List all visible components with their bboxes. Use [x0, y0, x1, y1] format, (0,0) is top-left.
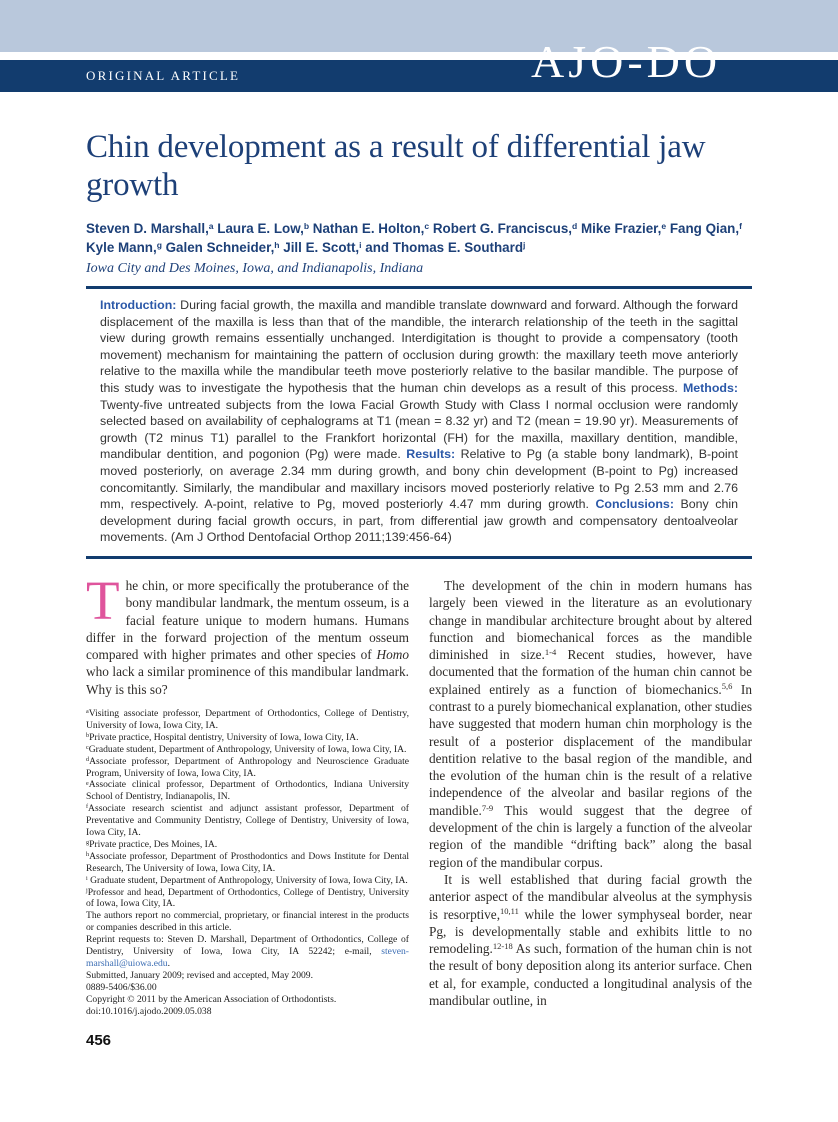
intro-paragraph-text: he chin, or more specifically the protuberance of the bony mandibular landmark, the mentum osseum, is a facial feature unique to modern humans. Humans differ in the forward projection of the mentum osseum compared with higher primates and other species of Homo who lack a similar prominence of this mandibular landmark. Why is this so?: [86, 577, 409, 697]
footnote-j: $^j$Professor and head, Department of Orthodontics, College of Dentistry, University of Iowa, Iowa City, IA.: [86, 886, 409, 910]
left-column: [86, 569, 409, 1049]
dropcap-letter: T: [86, 569, 120, 631]
footnote-price-code: 0889-5406/$36.00: [86, 981, 157, 993]
journal-logo: AJO-DO: [531, 36, 722, 87]
footnote-i: $^i$ Graduate student, Department of Anthropology, University of Iowa, Iowa City, IA.: [86, 874, 408, 886]
footnote-h: $^h$Associate professor, Department of Prosthodontics and Dows Institute for Dental Research, The University of Iowa, Iowa City, IA.: [86, 850, 409, 874]
email-link[interactable]: steven-marshall@uiowa.edu: [86, 946, 409, 970]
body-paragraph-1: The development of the chin in modern humans has largely been viewed in the literature as an evolutionary change in mandibular architecture brought about by altered function and biomechanical forces as the mandible diminished in size.$^{1-4}$ Recent studies, however, have documented that the formation of the human chin cannot be explained entirely as a function of biomechanics.$^{5,6}$ In contrast to a purely biomechanical explanation, other studies have suggested that modern human chin morphology is the result of a posterior displacement of the mandibular dentition relative to the basal region of the mandible, and the evolution of the human chin is the result of a relative independence of the alveolar and basilar regions of the mandible.$^{7-9}$ This would suggest that the degree of development of the chin is largely a function of the alveolar region of the mandible “drifting back” along the basal region of the mandibular corpus.: [429, 577, 753, 870]
article-type-label: ORIGINAL ARTICLE: [86, 68, 241, 83]
two-column-body: [86, 569, 753, 1049]
author-line-1: Steven D. Marshall,$^a$ Laura E. Low,$^b$ Nathan E. Holton,$^c$ Robert G. Franciscus,$^d$ Mike Frazier,$^e$ Fang Qian,$^f$: [86, 221, 742, 236]
footnotes-block: [86, 708, 409, 1018]
footnote-submitted: Submitted, January 2009; revised and accepted, May 2009.: [86, 969, 313, 981]
footnote-f: $^f$Associate research scientist and adjunct assistant professor, Department of Preventative and Community Dentistry, College of Dentistry, University of Iowa, Iowa City, IA.: [86, 803, 409, 839]
footnote-disclosure: The authors report no commercial, proprietary, or financial interest in the products or companies described in this article.: [86, 910, 409, 934]
footnote-reprint-requests: Reprint requests to: Steven D. Marshall, Department of Orthodontics, College of Dentistry, University of Iowa, Iowa City, IA 52242; e-mail, steven-marshall@uiowa.edu.: [86, 934, 409, 970]
article-title: Chin development as a result of differential jaw growth: [86, 129, 706, 203]
footnote-g: $^g$Private practice, Des Moines, IA.: [86, 838, 218, 850]
author-line-2: Kyle Mann,$^g$ Galen Schneider,$^h$ Jill E. Scott,$^i$ and Thomas E. Southard$^j$: [86, 239, 526, 255]
footnote-b: $^b$Private practice, Hospital dentistry, University of Iowa, Iowa City, IA.: [86, 731, 359, 743]
footnote-c: $^c$Graduate student, Department of Anthropology, University of Iowa, Iowa City, IA.: [86, 743, 407, 755]
page-number: 456: [86, 1031, 112, 1049]
abstract-box: [86, 286, 752, 559]
footnote-e: $^e$Associate clinical professor, Department of Orthodontics, Indiana University School of Dentistry, Indianapolis, IN.: [86, 779, 409, 803]
affiliation-line: Iowa City and Des Moines, Iowa, and Indianapolis, Indiana: [86, 261, 424, 276]
footnote-copyright: Copyright © 2011 by the American Association of Orthodontists.: [86, 993, 337, 1005]
body-paragraph-2: It is well established that during facial growth the anterior aspect of the mandibular alveolus at the symphysis is resorptive,$^{10,11}$ while the lower symphyseal border, near Pg, is developmentally stable and exhibits little to no remodeling.$^{12-18}$ As such, formation of the human chin is not the result of bony deposition along its anterior surface. Chen et al, for example, conducted a longitudinal analysis of the mandibular outline, in: [429, 871, 753, 1009]
abstract-text: Introduction: During facial growth, the maxilla and mandible translate downward and forward. Although the forward displacement of the maxilla is less than that of the mandible, the interarch relationship of the teeth in the sagittal view during growth remains essentially unchanged. Interdigitation is thought to provide a compensatory (tooth movement) mechanism for maintaining the pattern of occlusion during growth: the maxillary teeth move anteriorly relative to the maxilla while the mandibular teeth move posteriorly relative to the basilar mandible. The purpose of this study was to investigate the hypothesis that the human chin develops as a result of this process. Methods: Twenty-five untreated subjects from the Iowa Facial Growth Study with Class I normal occlusion were randomly selected based on availability of cephalograms at T1 (mean = 8.32 yr) and T2 (mean = 19.90 yr). Measurements of growth (T2 minus T1) parallel to the Frankfort horizontal (FH) for the maxilla, maxillary dentition, mandible, mandibular dentition, and pogonion (Pg) were made. Results: Relative to Pg (a stable bony landmark), B-point moved posteriorly, on average 2.34 mm during growth, and bony chin development (B-point to Pg) increased concomitantly. Similarly, the mandibular and maxillary incisors moved posteriorly relative to Pg 2.53 mm and 2.76 mm, respectively. A-point, relative to Pg, moved posteriorly 4.47 mm during growth. Conclusions: Bony chin development during facial growth occurs, in part, from differential jaw growth and compensatory dentoalveolar movements. (Am J Orthod Dentofacial Orthop 2011;139:456-64): [100, 298, 738, 545]
footnote-a: $^a$Visiting associate professor, Department of Orthodontics, College of Dentistry, University of Iowa, Iowa City, IA.: [86, 707, 409, 731]
intro-paragraph: [86, 569, 409, 698]
article-content: [86, 128, 752, 1049]
footnote-d: $^d$Associate professor, Department of Anthropology and Neuroscience Graduate Program, University of Iowa, Iowa City, IA.: [86, 755, 409, 779]
footnote-doi: doi:10.1016/j.ajodo.2009.05.038: [86, 1005, 212, 1017]
right-column: [429, 577, 752, 1049]
